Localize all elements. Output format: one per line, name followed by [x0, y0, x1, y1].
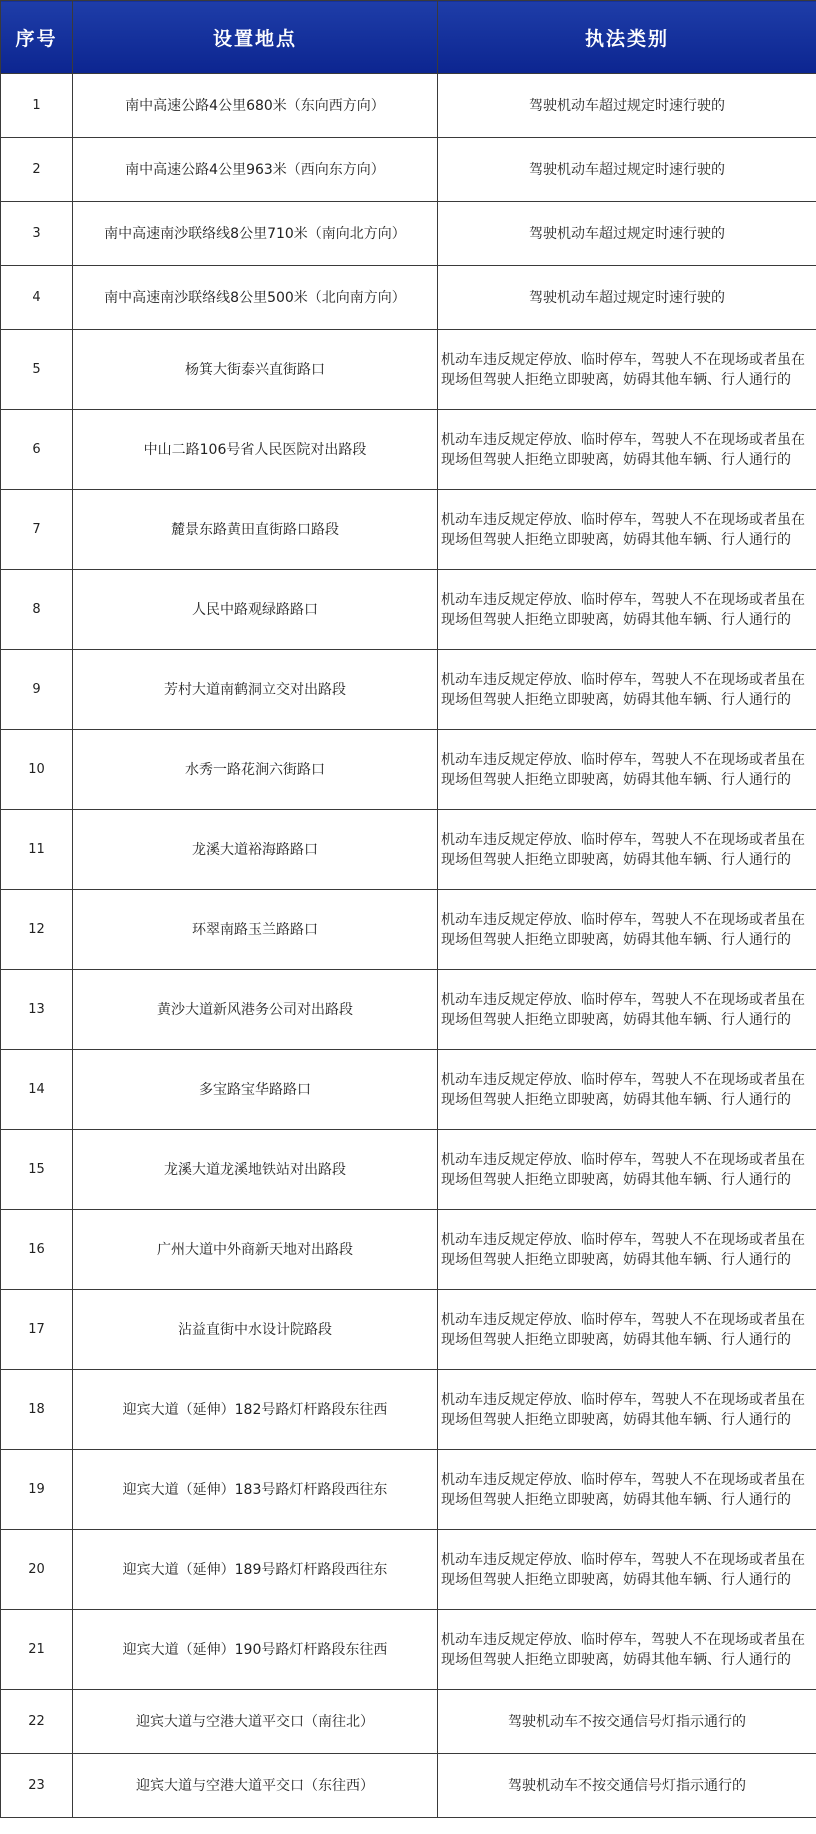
table-row: [1, 1290, 816, 1370]
table-row: [1, 1050, 816, 1130]
row-location: 龙溪大道龙溪地铁站对出路段: [73, 1130, 438, 1210]
table-row: [1, 890, 816, 970]
row-category: 机动车违反规定停放、临时停车，驾驶人不在现场或者虽在现场但驾驶人拒绝立即驶离，妨碍其他车辆、行人通行的: [438, 1450, 816, 1530]
row-category: 机动车违反规定停放、临时停车，驾驶人不在现场或者虽在现场但驾驶人拒绝立即驶离，妨碍其他车辆、行人通行的: [438, 490, 816, 570]
row-category: 驾驶机动车不按交通信号灯指示通行的: [438, 1690, 816, 1754]
row-category: 机动车违反规定停放、临时停车，驾驶人不在现场或者虽在现场但驾驶人拒绝立即驶离，妨碍其他车辆、行人通行的: [438, 410, 816, 490]
row-location: 麓景东路黄田直街路口路段: [73, 490, 438, 570]
row-index: 10: [1, 730, 73, 810]
table-row: [1, 1450, 816, 1530]
row-index: 13: [1, 970, 73, 1050]
row-location: 南中高速南沙联络线8公里500米（北向南方向）: [73, 266, 438, 330]
table-row: [1, 490, 816, 570]
row-index: 17: [1, 1290, 73, 1370]
table-header-row: [1, 1, 816, 74]
table-row: [1, 1130, 816, 1210]
row-index: 3: [1, 202, 73, 266]
row-index: 5: [1, 330, 73, 410]
row-category: 机动车违反规定停放、临时停车，驾驶人不在现场或者虽在现场但驾驶人拒绝立即驶离，妨碍其他车辆、行人通行的: [438, 1610, 816, 1690]
row-category: 机动车违反规定停放、临时停车，驾驶人不在现场或者虽在现场但驾驶人拒绝立即驶离，妨碍其他车辆、行人通行的: [438, 970, 816, 1050]
row-index: 2: [1, 138, 73, 202]
row-category: 驾驶机动车超过规定时速行驶的: [438, 74, 816, 138]
row-location: 杨箕大街泰兴直街路口: [73, 330, 438, 410]
row-location: 南中高速公路4公里680米（东向西方向）: [73, 74, 438, 138]
header-category: 执法类别: [438, 1, 816, 74]
table-row: [1, 1690, 816, 1754]
row-index: 8: [1, 570, 73, 650]
row-index: 19: [1, 1450, 73, 1530]
row-category: 机动车违反规定停放、临时停车，驾驶人不在现场或者虽在现场但驾驶人拒绝立即驶离，妨碍其他车辆、行人通行的: [438, 570, 816, 650]
table-row: [1, 74, 816, 138]
row-location: 黄沙大道新风港务公司对出路段: [73, 970, 438, 1050]
row-index: 7: [1, 490, 73, 570]
row-index: 6: [1, 410, 73, 490]
row-category: 驾驶机动车超过规定时速行驶的: [438, 266, 816, 330]
row-index: 12: [1, 890, 73, 970]
row-location: 芳村大道南鹤洞立交对出路段: [73, 650, 438, 730]
row-location: 迎宾大道与空港大道平交口（南往北）: [73, 1690, 438, 1754]
row-location: 多宝路宝华路路口: [73, 1050, 438, 1130]
row-category: 机动车违反规定停放、临时停车，驾驶人不在现场或者虽在现场但驾驶人拒绝立即驶离，妨碍其他车辆、行人通行的: [438, 1050, 816, 1130]
table-row: [1, 1530, 816, 1610]
row-category: 机动车违反规定停放、临时停车，驾驶人不在现场或者虽在现场但驾驶人拒绝立即驶离，妨碍其他车辆、行人通行的: [438, 1530, 816, 1610]
row-location: 南中高速南沙联络线8公里710米（南向北方向）: [73, 202, 438, 266]
table-row: [1, 810, 816, 890]
row-index: 14: [1, 1050, 73, 1130]
row-index: 16: [1, 1210, 73, 1290]
row-index: 23: [1, 1754, 73, 1818]
row-category: 机动车违反规定停放、临时停车，驾驶人不在现场或者虽在现场但驾驶人拒绝立即驶离，妨碍其他车辆、行人通行的: [438, 730, 816, 810]
row-category: 机动车违反规定停放、临时停车，驾驶人不在现场或者虽在现场但驾驶人拒绝立即驶离，妨碍其他车辆、行人通行的: [438, 810, 816, 890]
row-index: 15: [1, 1130, 73, 1210]
table-row: [1, 1370, 816, 1450]
row-location: 龙溪大道裕海路路口: [73, 810, 438, 890]
table-row: [1, 1754, 816, 1818]
row-location: 迎宾大道与空港大道平交口（东往西）: [73, 1754, 438, 1818]
row-location: 广州大道中外商新天地对出路段: [73, 1210, 438, 1290]
table-body: [1, 74, 816, 1818]
row-location: 水秀一路花涧六街路口: [73, 730, 438, 810]
row-category: 驾驶机动车超过规定时速行驶的: [438, 202, 816, 266]
row-index: 18: [1, 1370, 73, 1450]
row-location: 迎宾大道（延伸）182号路灯杆路段东往西: [73, 1370, 438, 1450]
row-category: 机动车违反规定停放、临时停车，驾驶人不在现场或者虽在现场但驾驶人拒绝立即驶离，妨碍其他车辆、行人通行的: [438, 650, 816, 730]
header-index: 序号: [1, 1, 73, 74]
row-category: 机动车违反规定停放、临时停车，驾驶人不在现场或者虽在现场但驾驶人拒绝立即驶离，妨碍其他车辆、行人通行的: [438, 1210, 816, 1290]
table-row: [1, 570, 816, 650]
row-category: 驾驶机动车超过规定时速行驶的: [438, 138, 816, 202]
table-row: [1, 410, 816, 490]
row-category: 机动车违反规定停放、临时停车，驾驶人不在现场或者虽在现场但驾驶人拒绝立即驶离，妨碍其他车辆、行人通行的: [438, 1370, 816, 1450]
row-category: 机动车违反规定停放、临时停车，驾驶人不在现场或者虽在现场但驾驶人拒绝立即驶离，妨碍其他车辆、行人通行的: [438, 1290, 816, 1370]
row-category: 驾驶机动车不按交通信号灯指示通行的: [438, 1754, 816, 1818]
row-index: 4: [1, 266, 73, 330]
table-row: [1, 730, 816, 810]
row-location: 南中高速公路4公里963米（西向东方向）: [73, 138, 438, 202]
row-location: 迎宾大道（延伸）183号路灯杆路段西往东: [73, 1450, 438, 1530]
table-row: [1, 330, 816, 410]
row-index: 11: [1, 810, 73, 890]
table-row: [1, 202, 816, 266]
row-index: 1: [1, 74, 73, 138]
table-row: [1, 1210, 816, 1290]
row-location: 迎宾大道（延伸）190号路灯杆路段东往西: [73, 1610, 438, 1690]
row-category: 机动车违反规定停放、临时停车，驾驶人不在现场或者虽在现场但驾驶人拒绝立即驶离，妨碍其他车辆、行人通行的: [438, 330, 816, 410]
row-location: 环翠南路玉兰路路口: [73, 890, 438, 970]
row-location: 迎宾大道（延伸）189号路灯杆路段西往东: [73, 1530, 438, 1610]
row-index: 20: [1, 1530, 73, 1610]
header-location: 设置地点: [73, 1, 438, 74]
row-index: 9: [1, 650, 73, 730]
table-row: [1, 1610, 816, 1690]
row-location: 沾益直街中水设计院路段: [73, 1290, 438, 1370]
row-category: 机动车违反规定停放、临时停车，驾驶人不在现场或者虽在现场但驾驶人拒绝立即驶离，妨碍其他车辆、行人通行的: [438, 1130, 816, 1210]
table-row: [1, 650, 816, 730]
table-row: [1, 138, 816, 202]
row-location: 人民中路观绿路路口: [73, 570, 438, 650]
row-index: 22: [1, 1690, 73, 1754]
row-location: 中山二路106号省人民医院对出路段: [73, 410, 438, 490]
table-row: [1, 970, 816, 1050]
table-row: [1, 266, 816, 330]
row-index: 21: [1, 1610, 73, 1690]
row-category: 机动车违反规定停放、临时停车，驾驶人不在现场或者虽在现场但驾驶人拒绝立即驶离，妨碍其他车辆、行人通行的: [438, 890, 816, 970]
